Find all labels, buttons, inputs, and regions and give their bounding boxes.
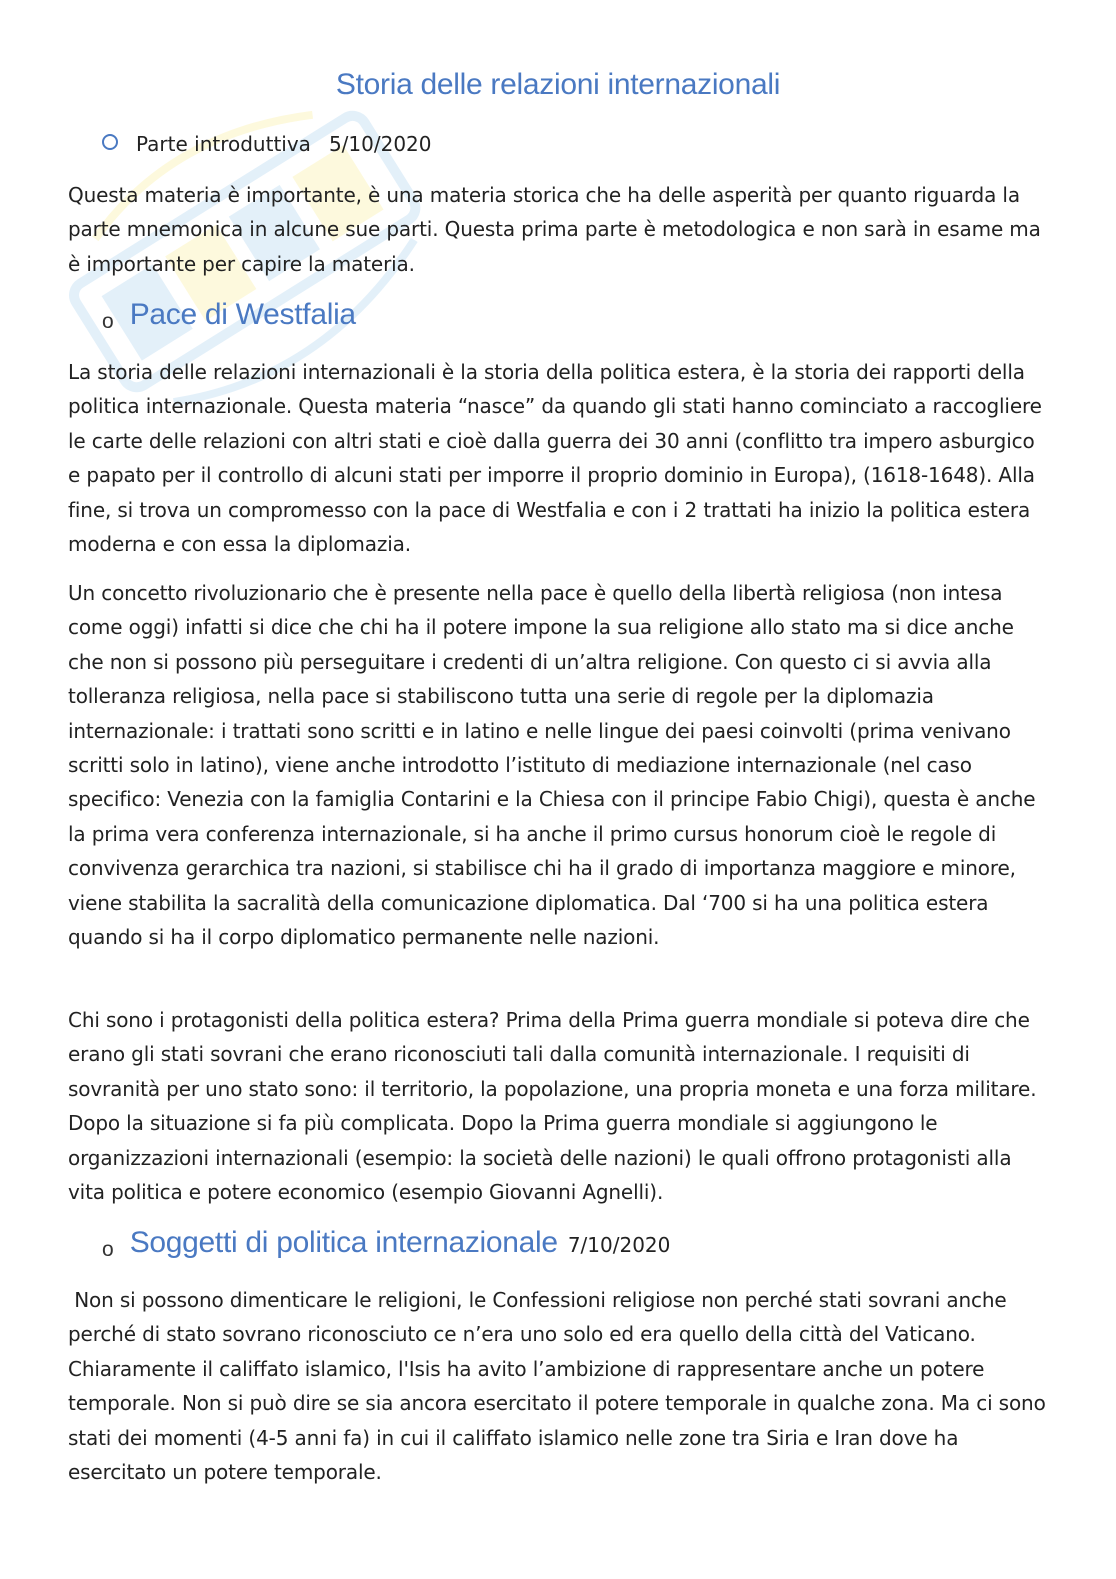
section-bullet: o	[102, 310, 114, 333]
intro-label: Parte introduttiva	[136, 132, 311, 156]
intro-paragraph: Questa materia è importante, è una materia storica che ha delle asperità per quanto riguarda la parte mnemonica in alcune sue parti. Questa prima parte è metodologica e non sarà in esame ma è importante per capire la materia.	[68, 183, 1041, 276]
section-soggetti-heading-line	[102, 1226, 670, 1260]
section-bullet: o	[102, 1238, 114, 1261]
intro-date: 5/10/2020	[328, 132, 432, 156]
circle-bullet-icon	[102, 134, 118, 150]
paragraph-soggetti: Non si possono dimenticare le religioni, le Confessioni religiose non perché stati sovrani anche perché di stato sovrano riconosciuto ce n’era uno solo ed era quello della città del Vaticano. Chiaramente il califfato islamico, l'Isis ha avito l’ambizione di rappresentare anche un potere temporale. Non si può dire se sia ancora esercitato il potere temporale in qualche zona. Ma ci sono stati dei momenti (4-5 anni fa) in cui il califfato islamico nelle zone tra Siria e Iran dove ha esercitato un potere temporale.	[68, 1288, 1052, 1485]
intro-bullet-line	[102, 132, 432, 156]
paragraph-westfalia-3: Chi sono i protagonisti della politica estera? Prima della Prima guerra mondiale si poteva dire che erano gli stati sovrani che erano riconosciuti tali dalla comunità internazionale. I requisiti di sovranità per uno stato sono: il territorio, la popolazione, una propria moneta e una forza militare. Dopo la situazione si fa più complicata. Dopo la Prima guerra mondiale si aggiungono le organizzazioni internazionali (esempio: la società delle nazioni) le quali offrono protagonisti alla vita politica e potere economico (esempio Giovanni Agnelli).	[68, 1008, 1037, 1205]
section-date: 7/10/2020	[567, 1233, 671, 1257]
page-title: Storia delle relazioni internazionali	[335, 68, 781, 101]
section-heading-soggetti: Soggetti di politica internazionale	[129, 1226, 558, 1259]
section-heading-pace-di-westfalia: Pace di Westfalia	[129, 298, 356, 331]
section-pace-heading-line	[102, 298, 356, 332]
paragraph-westfalia-2: Un concetto rivoluzionario che è presente nella pace è quello della libertà religiosa (non intesa come oggi) infatti si dice che chi ha il potere impone la sua religione allo stato ma si dice anche che non si possono più perseguitare i credenti di un’altra religione. Con questo ci si avvia alla tolleranza religiosa, nella pace si stabiliscono tutta una serie di regole per la diplomazia internazionale: i trattati sono scritti e in latino e nelle lingue dei paesi coinvolti (prima venivano scritti solo in latino), viene anche introdotto l’istituto di mediazione internazionale (nel caso specifico: Venezia con la famiglia Contarini e la Chiesa con il principe Fabio Chigi), questa è anche la prima vera conferenza internazionale, si ha anche il primo cursus honorum cioè le regole di convivenza gerarchica tra nazioni, si stabilisce chi ha il grado di importanza maggiore e minore, viene stabilita la sacralità della comunicazione diplomatica. Dal ‘700 si ha una politica estera quando si ha il corpo diplomatico permanente nelle nazioni.	[68, 581, 1036, 950]
paragraph-westfalia-1: La storia delle relazioni internazionali è la storia della politica estera, è la storia dei rapporti della politica internazionale. Questa materia “nasce” da quando gli stati hanno cominciato a raccogliere le carte delle relazioni con altri stati e cioè dalla guerra dei 30 anni (conflitto tra impero asburgico e papato per il controllo di alcuni stati per imporre il proprio dominio in Europa), (1618-1648). Alla fine, si trova un compromesso con la pace di Westfalia e con i 2 trattati ha inizio la politica estera moderna e con essa la diplomazia.	[68, 360, 1042, 557]
